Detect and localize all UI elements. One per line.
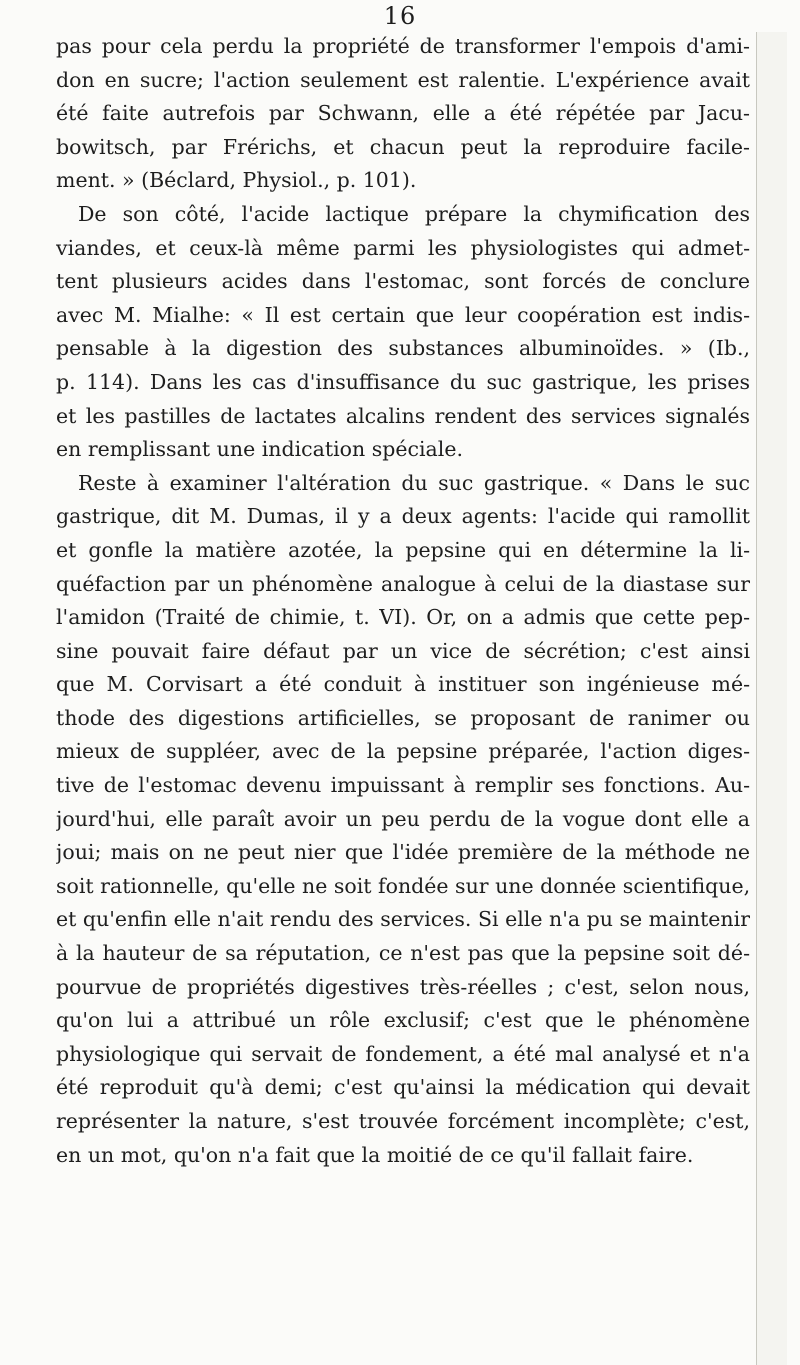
text-line: physiologique qui servait de fondement, a été mal analysé et n'a [56, 1041, 750, 1066]
paragraph-1 [56, 30, 750, 198]
text-line: été reproduit qu'à demi; c'est qu'ainsi la médication qui devait [56, 1075, 750, 1100]
text-line: ment. » (Béclard, Physiol., p. 101). [56, 168, 417, 193]
page-number: 16 [383, 2, 417, 30]
body-text [56, 30, 750, 1172]
text-line: et qu'enfin elle n'ait rendu des services. Si elle n'a pu se maintenir [56, 907, 750, 932]
text-line: pourvue de propriétés digestives très-réelles ; c'est, selon nous, [56, 974, 750, 999]
text-line: gastrique, dit M. Dumas, il y a deux agents: l'acide qui ramollit [56, 504, 750, 529]
text-line: à la hauteur de sa réputation, ce n'est pas que la pepsine soit dé- [56, 941, 750, 966]
text-line: en un mot, qu'on n'a fait que la moitié de ce qu'il fallait faire. [56, 1142, 694, 1167]
text-line: p. 114). Dans les cas d'insuffisance du suc gastrique, les prises [56, 369, 750, 394]
text-line: don en sucre; l'action seulement est ralentie. L'expérience avait [56, 67, 750, 92]
text-line: l'amidon (Traité de chimie, t. VI). Or, on a admis que cette pep- [56, 605, 750, 630]
text-line: quéfaction par un phénomène analogue à celui de la diastase sur [56, 571, 750, 596]
text-line: thode des digestions artificielles, se proposant de ranimer ou [56, 705, 750, 730]
text-line: soit rationnelle, qu'elle ne soit fondée sur une donnée scientifique, [56, 873, 750, 898]
text-line: sine pouvait faire défaut par un vice de sécrétion; c'est ainsi [56, 638, 750, 663]
text-line: avec M. Mialhe: « Il est certain que leur coopération est indis- [56, 302, 750, 327]
text-line: et gonfle la matière azotée, la pepsine qui en détermine la li- [56, 537, 750, 562]
text-line: jourd'hui, elle paraît avoir un peu perdu de la vogue dont elle a [56, 806, 750, 831]
text-line: bowitsch, par Frérichs, et chacun peut la reproduire facile- [56, 134, 750, 159]
text-line: mieux de suppléer, avec de la pepsine préparée, l'action diges- [56, 739, 750, 764]
text-line: viandes, et ceux-là même parmi les physiologistes qui admet- [56, 235, 750, 260]
paragraph-2 [56, 198, 750, 467]
text-line: pas pour cela perdu la propriété de transformer l'empois d'ami- [56, 34, 750, 58]
text-line: qu'on lui a attribué un rôle exclusif; c'est que le phénomène [56, 1008, 750, 1033]
text-line: Reste à examiner l'altération du suc gastrique. « Dans le suc [78, 470, 750, 495]
facing-page-edge [756, 32, 787, 1365]
text-line: joui; mais on ne peut nier que l'idée première de la méthode ne [56, 840, 750, 865]
text-line: été faite autrefois par Schwann, elle a été répétée par Jacu- [56, 101, 750, 126]
text-line: que M. Corvisart a été conduit à instituer son ingénieuse mé- [56, 672, 750, 697]
text-line: tive de l'estomac devenu impuissant à remplir ses fonctions. Au- [56, 773, 750, 798]
text-line: et les pastilles de lactates alcalins rendent des services signalés [56, 403, 750, 428]
text-line: représenter la nature, s'est trouvée forcément incomplète; c'est, [56, 1109, 750, 1133]
text-line: en remplissant une indication spéciale. [56, 437, 463, 462]
text-line: tent plusieurs acides dans l'estomac, sont forcés de conclure [56, 269, 750, 294]
text-line: pensable à la digestion des substances albuminoïdes. » (Ib., [56, 336, 750, 361]
text-line: De son côté, l'acide lactique prépare la chymification des [78, 201, 750, 226]
paragraph-3 [56, 467, 750, 1172]
